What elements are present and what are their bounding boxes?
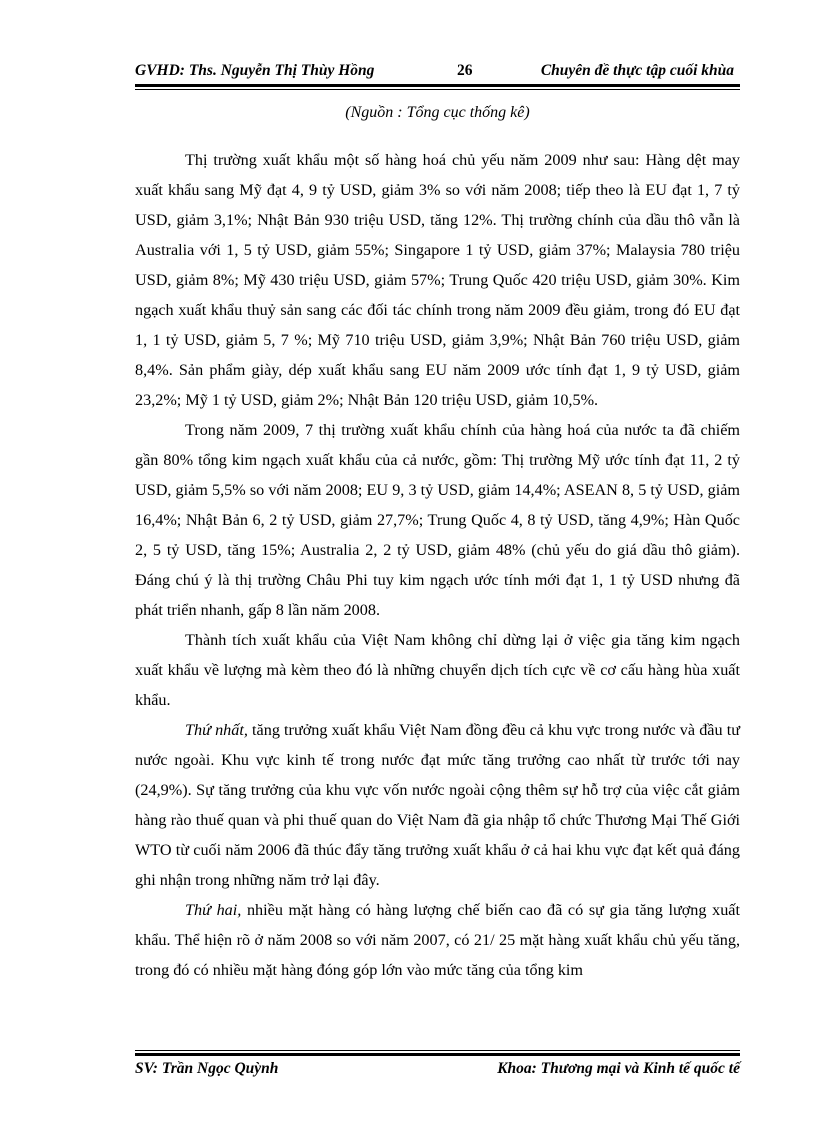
footer-student: SV: Trần Ngọc Quỳnh [135, 1060, 279, 1077]
page-footer [135, 1058, 740, 1082]
page-number: 26 [457, 62, 473, 79]
page-header [135, 58, 738, 84]
paragraph: Trong năm 2009, 7 thị trường xuất khẩu chính của hàng hoá của nước ta đã chiếm gần 80% tổng kim ngạch xuất khẩu của cả nước, gồm: Thị trường Mỹ ước tính đạt 11, 2 tỷ USD, giảm 5,5% so với năm 2008; EU 9, 3 tỷ USD, giảm 14,4%; ASEAN 8, 5 tỷ USD, giảm 16,4%; Nhật Bản 6, 2 tỷ USD, giảm 27,7%; Trung Quốc 4, 8 tỷ USD, tăng 4,9%; Hàn Quốc 2, 5 tỷ USD, tăng 15%; Australia 2, 2 tỷ USD, giảm 48% (chủ yếu do giá dầu thô giảm). Đáng chú ý là thị trường Châu Phi tuy kim ngạch ước tính mới đạt 1, 1 tỷ USD nhưng đã phát triển nhanh, gấp 8 lần năm 2008. [135, 421, 740, 619]
header-advisor: GVHD: Ths. Nguyễn Thị Thùy Hồng [135, 62, 375, 79]
source-note: (Nguồn : Tổng cục thống kê) [345, 104, 530, 121]
header-rule-thin [135, 89, 740, 90]
footer-faculty: Khoa: Thương mại và Kinh tế quốc tế [497, 1060, 740, 1077]
body-text [135, 145, 740, 985]
paragraph-text: tăng trưởng xuất khẩu Việt Nam đồng đều cả khu vực trong nước và đầu tư nước ngoài. Khu vực kinh tế trong nước đạt mức tăng trưởng cao nhất từ trước tới nay (24,9%). Sự tăng trưởng của khu vực vốn nước ngoài cộng thêm sự hỗ trợ của việc cắt giảm hàng rào thuế quan và phi thuế quan do Việt Nam đã gia nhập tổ chức Thương Mại Thế Giới WTO từ cuối năm 2006 đã thúc đẩy tăng trưởng xuất khẩu ở cả hai khu vực đạt kết quả đáng ghi nhận trong những năm trở lại đây. [135, 721, 740, 889]
paragraph: Thị trường xuất khẩu một số hàng hoá chủ yếu năm 2009 như sau: Hàng dệt may xuất khẩu sang Mỹ đạt 4, 9 tỷ USD, giảm 3% so với năm 2008; tiếp theo là EU đạt 1, 7 tỷ USD, giảm 3,1%; Nhật Bản 930 triệu USD, tăng 12%. Thị trường chính của dầu thô vẫn là Australia với 1, 5 tỷ USD, giảm 55%; Singapore 1 tỷ USD, giảm 37%; Malaysia 780 triệu USD, giảm 8%; Mỹ 430 triệu USD, giảm 57%; Trung Quốc 420 triệu USD, giảm 30%. Kim ngạch xuất khẩu thuỷ sản sang các đối tác chính trong năm 2009 đều giảm, trong đó EU đạt 1, 1 tỷ USD, giảm 5, 7 %; Mỹ 710 triệu USD, giảm 3,9%; Nhật Bản 760 triệu USD, giảm 8,4%. Sản phẩm giày, dép xuất khẩu sang EU năm 2009 ước tính đạt 1, 9 tỷ USD, giảm 23,2%; Mỹ 1 tỷ USD, giảm 2%; Nhật Bản 120 triệu USD, giảm 10,5%. [135, 151, 740, 409]
header-title: Chuyên đề thực tập cuối khùa [540, 62, 734, 79]
paragraph-text: nhiều mặt hàng có hàng lượng chế biến cao đã có sự gia tăng lượng xuất khẩu. Thể hiện rõ ở năm 2008 so với năm 2007, có 21/ 25 mặt hàng xuất khẩu chủ yếu tăng, trong đó có nhiều mặt hàng đóng góp lớn vào mức tăng của tổng kim [135, 901, 740, 979]
paragraph-lead: Thứ nhất, [185, 721, 248, 739]
footer-rule-thick [135, 1053, 740, 1056]
paragraph: Thành tích xuất khẩu của Việt Nam không chỉ dừng lại ở việc gia tăng kim ngạch xuất khẩu về lượng mà kèm theo đó là những chuyển dịch tích cực về cơ cấu hàng hùa xuất khẩu. [135, 631, 740, 709]
header-rule-thick [135, 84, 740, 87]
paragraph-lead: Thứ hai, [185, 901, 242, 919]
footer-rule-thin [135, 1050, 740, 1051]
paragraph-second-point [135, 895, 740, 985]
paragraph-first-point [135, 715, 740, 895]
